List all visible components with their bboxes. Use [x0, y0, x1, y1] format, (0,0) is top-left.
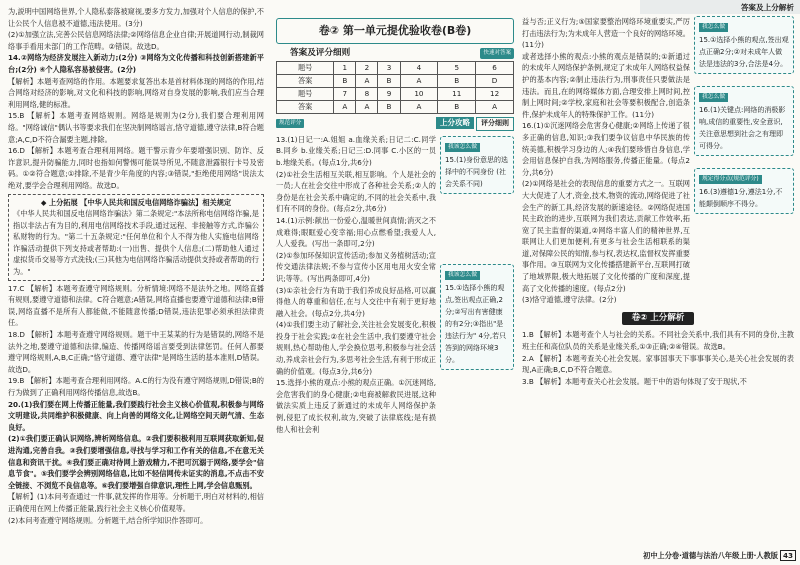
right-para: (3)恪守道德,遵守法律。(2分) — [522, 295, 617, 305]
mid-note-text: 15.(1)身份意思的选择中的不同身份 (社会关系不同) — [445, 155, 509, 188]
right-para: 或者选择小熊的观点:小熊的观点是错误的;①新通过的未成年人网络保护条例,规定了未成年人网络权益保护的基本内容;②制止违法行为,刑事责任只要做法是违法。而且,在的网络媒体方面,合理安排上网时间,控制上网时间;②学校,家庭和社会等要积极配合,创造条件,保护未成年人的特殊保护工作。(11分) — [522, 51, 690, 119]
answer-table — [276, 61, 514, 114]
left-para: 14.②网络为经济发展注入新动力;(2分) ③网络为文化传播和科技创新搭建新平台;(2分) ④个人隐私容易被侵害。(2分) — [8, 53, 264, 74]
left-column — [8, 6, 264, 526]
left-para: 18.D 【解析】本题考查遵守网络规则。题干中王某某的行为是错误的,网络不是法外之地,要遵守道德和法律,编造、传播网络谣言要受到法律惩罚。任何人都要遵守网络规则,A,B,C正确;"恪守道德、遵守法律"是网络生活的基本准则,D错误。故选D。 — [8, 330, 264, 374]
left-para: 20.(1)我们要在网上传播正能量,我们要践行社会主义核心价值观,积极参与网络文明建设,共同维护积极健康、向上向善的网络文化,让网络空间天朗气清、生态良好。 — [8, 399, 264, 432]
left-para: 【解析】(1)本问考查通过一件事,就发挥的作用等。分析题干,明白对材料的,相信正确使用在网上传播正能量,践行社会主义核心价值观等。 — [8, 492, 264, 513]
right-note-text: 16.(3)遵德1分,遵法1分,不能颠倒顺序不得分。 — [699, 188, 783, 208]
q14-answer-d: (4)①我们要主动了解社会,关注社会发展变化,积极投身于社会实践;②在社会生活中,我们要遵守社会规则,热心帮助他人,学会换位思考,积极参与社会活动,养成亲社会行为,多思考社会生活,有利于形成正确的价值观。(每点3分,共6分) — [276, 320, 436, 376]
exam-title: 卷② 第一单元提优验收卷(B卷) — [276, 18, 514, 44]
q14-answer-c: (3)①亲社会行为有助于我们养成良好品格,可以赢得他人的尊重和信任,在与人交往中有利于更好地融入社会。(每点2分,共4分) — [276, 285, 436, 318]
left-para: (2)①加强立法,完善公民信息网络法律;②网络信息企业自律;开展道网行动,制裁网络事手看用未部门的工作范畴。②错误。故选D。 — [8, 30, 264, 51]
right-note-3 — [694, 168, 794, 214]
mid-note-head: 我该怎么做 — [445, 271, 480, 280]
left-para: (2)①我们要正确认识网络,辨析网络信息。②我们要积极利用互联网获取新知,促进沟通,完善自我。③我们要增强信息,寻找与学习和工作有关的信息,不在意无关信息和资讯干扰。④我们要正确对待网上游戏精力,不把可沉溺于网络,要学会"信息节食"。⑤我们要学会辨别网络信息,比如不轻信网传未证实的消息,不点击不安全链接、不浏览不良信息等。⑥我们要增强自律意识,理性上网,学会信息甄别。 — [8, 434, 264, 490]
right-para2: 2.A 【解析】本题考查关心社会发展。家事国事天下事事事关心,是关心社会发展的表现,A正确;B,C,D不符合题意。 — [522, 353, 794, 375]
right-note-head: 规定得分点(规范评分) — [699, 175, 762, 184]
upper-strategy-tag: 上分攻略 — [436, 117, 474, 129]
right-column — [522, 4, 794, 387]
mid-note-text: 15.①选择小熊的观点,签出观点正确,2分;②写出有害健康的有2分;③指出"是违法行为" 4分,若只答到的网络环境3分。 — [445, 283, 507, 364]
right-note-1 — [694, 16, 794, 74]
q15-answer: 15.选择小熊的观点:小熊的观点正确。①沉迷网络,会危害我们的身心健康;②电商被解救民进展,这种做法实质上违反了新通过的未成年人网络保护条例,侵犯了成长权利,故为,突破了法律底线;是有损他人和社会利 — [276, 378, 436, 434]
left-para: 15.B 【解析】本题考查网络规则。网络是规则为(2分),我们要合理利用网络。"网络诚信"偶认书等要求我们在坚决制网络谣言,恪守道德,遵守法律,B符合题意;A,C,D不符合漏要主题,排除。 — [8, 111, 264, 144]
left-para: 为,説明中国网络世界,个人隐私泰落被窥视,要多方发力,加强对个人信息的保护,不让公民个人信息被不道德,违法使用。(3分) — [8, 7, 264, 28]
right-para2: 3.B 【解析】本题考查关心社会发展。题干中的语句体现了安于现状,不 — [522, 376, 747, 386]
left-para: 19.B 【解析】本题考查合理利用网络。A.C的行为没有遵守网络规则,D错误;B的行为做到了正确利用网络传播信息,故选B。 — [8, 376, 264, 397]
scoring-tag: 规范评分 — [276, 119, 304, 128]
extension-box — [8, 194, 264, 281]
header-title: 答案及上分解析 — [740, 3, 794, 12]
q14-answer-b: (2)①参加环保知识宣传活动;参加义务植树活动;宣传交通法律法规;不参与宣传小区用电用火安全常识;等等。(写出两条即可,4分) — [276, 250, 436, 283]
right-note-2 — [694, 86, 794, 156]
right-para2: 1.B 【解析】本题考查个人与社会的关系。不同社会关系中,我们具有不同的身份,主教班主任和高位队员的关系是业缘关系,①③正确;②④错误。故选B。 — [522, 330, 794, 352]
right-para: 16.(1)①沉迷网络会危害身心健康;②网络上传递了很多正确的信息,知识;③我们要争议信息中华民族的传统美德,积极学习身边的人;④我们要珍惜自身信息,学会用信息保护自我,为网络服务,传播正能量。(每点2分,共6分) — [522, 121, 690, 177]
q13-answer: 13.(1)日记一:A.姐姐 a.血缘关系;日记二:C.同学 B.同乡 b.业缘关系;日记三:D.同事 C.小区的一员 b.地缘关系。(每点1分,共6分) — [276, 134, 436, 167]
left-para: 16.D 【解析】本题考查合理利用网络。题干警示青少年要增强识别、防诈、反诈意识,提升防骗能力,同时也指如何警惕可能误导所见,不随意泄露银行卡号及密码。①②符合题意;①排除,不是青少年角度的内容;③错误,"拒绝使用网络"说法太绝对,要学会合理利用网络。故选D。 — [8, 146, 264, 190]
right-note-head: 我怎么做 — [699, 23, 728, 32]
left-para: 17.C 【解析】本题考查遵守网络规则。分析情境:网络不是法外之地。网络直播有规则,要遵守道德和法律。C符合题意;A错误,网络直播也要遵守道德和法律;B错误,网络直播不是所有人都能做,不能随意传播;D错误,违法犯罪必须承担法律责任。 — [8, 283, 264, 328]
right-note-text: 15.①选择小熊的观点,签出观点正确2分;②对未成年人做法是违法的3分,合法是4分。 — [699, 36, 789, 68]
table-row: 题号 1 2 3 4 5 6 — [277, 62, 514, 75]
left-para: (2)本问考查遵守网络规则。分析题干,结合所学知识作答即可。 — [8, 515, 208, 525]
q13-answer-b: (2)①社会生活相互关联,相互影响。个人是社会的一员;人在社会交往中形成了各种社会关系;②人的身份是在社会关系中确定的,不同的社会关系中,我们有不同的身份。(每点2分,共6分) — [276, 169, 436, 214]
answer-section-heading: 答案及评分细则 — [290, 47, 351, 58]
mid-note-2 — [440, 264, 514, 370]
footer-title: 初中上分卷·道德与法治八年级上册·人教版 — [643, 551, 778, 561]
table-row: 答案 A A B A B A — [277, 101, 514, 114]
right-para: 益与否;正义行为;⑤国家要整治网络环境重要实,严厉打击违法行为;为未成年人营造一个良好的网络环境。(11分) — [522, 17, 690, 50]
analysis-banner: 卷② 上分解析 — [622, 312, 695, 326]
right-note-head: 我怎么做 — [699, 93, 728, 102]
page-footer — [643, 550, 796, 562]
page-number: 43 — [780, 550, 796, 561]
table-row: 题号 7 8 9 10 11 12 — [277, 88, 514, 101]
quick-answer-tag: 快速对答案 — [480, 48, 514, 60]
mid-note-head: 我该怎么做 — [445, 143, 480, 152]
scoring-detail-tag: 评分细则 — [476, 117, 514, 131]
left-para: 【解析】本题考查网络的作用。本题要求复答出本是首材料体现的网络的作用,结合网络对经济的影响,对文化和科技的影响,网络对自身发展的影响,我们应当合理利用网络,健的标准。 — [8, 76, 264, 109]
right-note-text: 16.(1)关键点:网络的消极影响,成信的重要性,安全意识,关注意思想到社会之有理即可得分。 — [699, 106, 786, 150]
middle-column — [276, 4, 514, 435]
right-para: (2)①网络是社会的表现信息的重要方式之一。互联网大大促进了人才,资金,技术,物资的流动,网络促进了社会生产的新工具,经济发展的新速途径。②网络促进国民主政治的进步,互联网为我们表达,贡献工作效率,拓宽了民主监督的渠道,②网络丰富人们的精神世界,互联网让人们更加便利,有更多与社会生活相联系的渠道,对保障公民的知情,参与权,表达权,监督权发挥重要事作用。③互联网为文化传播搭建新平台,互联网打破了地域界限,极大地拓展了文化传播的广度和深度,提高了文化传播的速度。(每点2分) — [522, 179, 690, 293]
extension-text: 《中华人民共和国反电信网络诈骗法》第二条规定:"本法所称电信网络诈骗,是指以非法占有为目的,利用电信网络技术手段,通过远程、非接触等方式,诈骗公私财物的行为。"第二十五条规定:"任何单位和个人不得为他人实施电信网络诈骗活动提供下列支持或者帮助:(一)出售、提供个人信息;(二)帮助他人通过虚拟货币交易等方式洗钱;(三)其他为电信网络诈骗活动提供支持或者帮助的行为。" — [13, 209, 259, 277]
table-row: 答案 B A B A B D — [277, 75, 514, 88]
q14-answer: 14.(1)示例:献出一份爱心,温暖世间真情;消灭之不成难得;眼眶爱心变幸福;用心点燃希望;我爱人人,人人爱我。(写出一条即可,2分) — [276, 215, 436, 249]
mid-note-1 — [440, 136, 514, 194]
extension-title: ◆ 上分拓展 【中华人民共和国反电信网络诈骗法】相关规定 — [40, 197, 232, 207]
